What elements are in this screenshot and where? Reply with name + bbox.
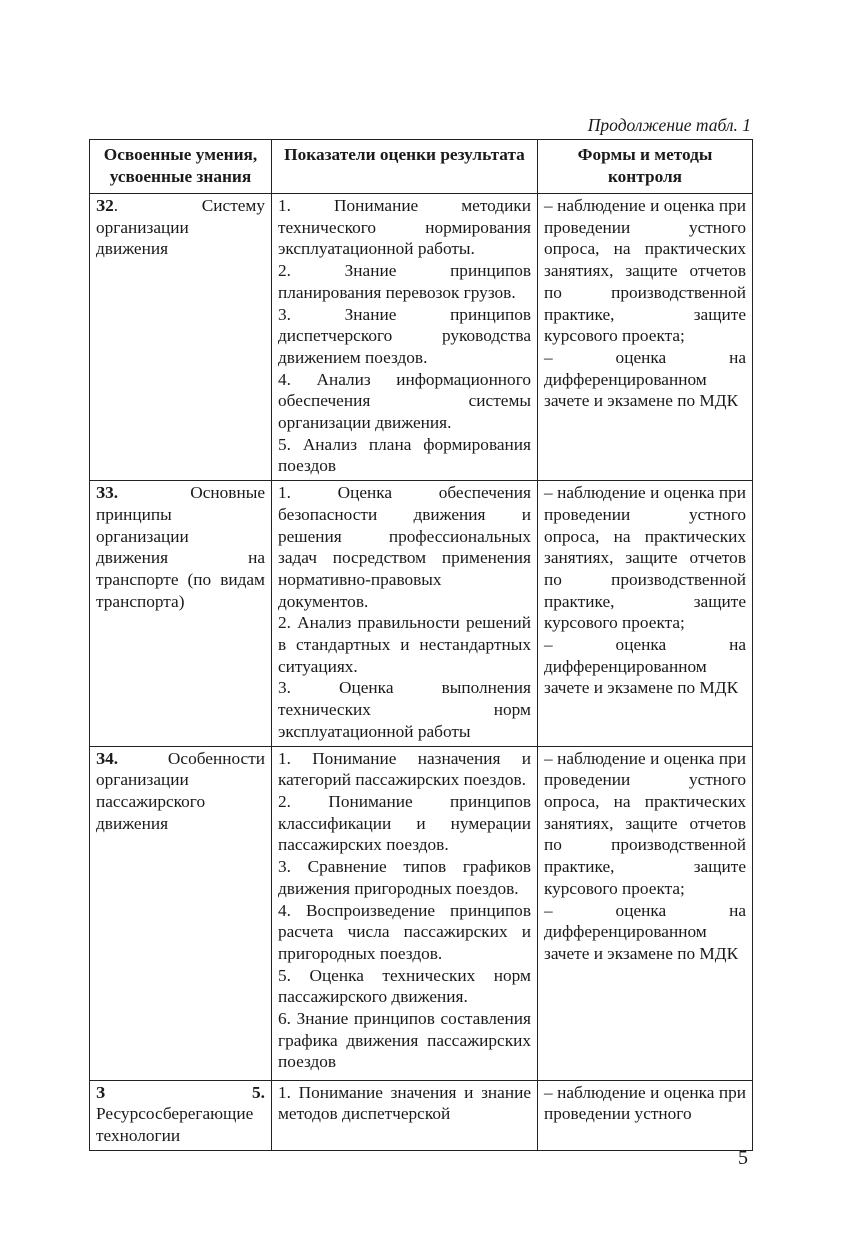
table-row xyxy=(90,481,753,746)
skill-code: З 5. xyxy=(96,1082,265,1102)
method-item: – наблюдение и оценка при проведении устного опроса, на практических занятиях, защите отчетов по производственной практике, защите курсового проекта; xyxy=(544,483,746,633)
method-item: – наблюдение и оценка при проведении устного xyxy=(544,1082,746,1124)
indicators-cell xyxy=(272,746,538,1080)
indicator-item: 3. Оценка выполнения технических норм эксплуатационной работы xyxy=(278,678,531,741)
skill-text: Основные принципы организации движения на транспорте (по видам транспорта) xyxy=(96,483,265,611)
page-number: 5 xyxy=(738,1147,748,1169)
indicator-item: 4. Анализ информационного обеспечения системы организации движения. xyxy=(278,369,531,433)
skill-cell xyxy=(90,481,272,746)
methods-cell xyxy=(538,194,753,481)
method-item: – наблюдение и оценка при проведении устного опроса, на практических занятиях, защите отчетов по производственной практике, защите курсового проекта; xyxy=(544,748,746,898)
skill-cell xyxy=(90,1080,272,1150)
header-skills: Освоенные умения, усвоенные знания xyxy=(90,140,272,194)
method-item: – оценка на дифференцированном зачете и экзамене по МДК xyxy=(544,635,746,698)
skill-text: . Систему организации движения xyxy=(96,196,265,259)
skill-text: Особенности организации пассажирского движения xyxy=(96,748,265,833)
table-header-row xyxy=(90,140,753,194)
table-row xyxy=(90,194,753,481)
assessment-table xyxy=(89,139,753,1151)
table-row xyxy=(90,1080,753,1150)
indicator-item: 4. Воспроизведение принципов расчета числа пассажирских и пригородных поездов. xyxy=(278,900,531,963)
table-continuation-caption: Продолжение табл. 1 xyxy=(587,115,751,135)
indicator-item: 3. Сравнение типов графиков движения пригородных поездов. xyxy=(278,857,531,898)
indicator-item: 6. Знание принципов составления графика движения пассажирских поездов xyxy=(278,1009,531,1072)
skill-code: З2 xyxy=(96,196,114,215)
indicators-cell xyxy=(272,194,538,481)
skill-code: З4. xyxy=(96,748,119,768)
indicator-item: 2. Понимание принципов классификации и нумерации пассажирских поездов. xyxy=(278,791,531,855)
method-item: – оценка на дифференцированном зачете и экзамене по МДК xyxy=(544,900,746,963)
indicator-item: 5. Оценка технических норм пассажирского движения. xyxy=(278,965,531,1007)
indicator-item: 1. Понимание методики технического нормирования эксплуатационной работы. xyxy=(278,196,531,259)
method-item: – наблюдение и оценка при проведении устного опроса, на практических занятиях, защите отчетов по производственной практике, защите курсового проекта; xyxy=(544,196,746,346)
header-methods: Формы и методы контроля xyxy=(538,140,753,194)
indicators-cell xyxy=(272,481,538,746)
indicator-item: 5. Анализ плана формирования поездов xyxy=(278,434,531,476)
skill-code: З3. xyxy=(96,483,119,503)
skill-cell xyxy=(90,746,272,1080)
table-row xyxy=(90,746,753,1080)
method-item: – оценка на дифференцированном зачете и экзамене по МДК xyxy=(544,347,746,411)
skill-cell xyxy=(90,194,272,481)
indicators-cell xyxy=(272,1080,538,1150)
indicator-item: 1. Оценка обеспечения безопасности движения и решения профессиональных задач посредством применения нормативно-правовых документов. xyxy=(278,483,531,611)
indicator-item: 1. Понимание значения и знание методов диспетчерской xyxy=(278,1082,531,1124)
methods-cell xyxy=(538,746,753,1080)
methods-cell xyxy=(538,481,753,746)
indicator-item: 1. Понимание назначения и категорий пассажирских поездов. xyxy=(278,748,531,790)
methods-cell xyxy=(538,1080,753,1150)
skill-text: Ресурсосберегающие технологии xyxy=(96,1104,254,1145)
header-indicators: Показатели оценки результата xyxy=(272,140,538,194)
indicator-item: 3. Знание принципов диспетчерского руководства движением поездов. xyxy=(278,304,531,367)
indicator-item: 2. Знание принципов планирования перевозок грузов. xyxy=(278,261,531,302)
indicator-item: 2. Анализ правильности решений в стандартных и нестандартных ситуациях. xyxy=(278,613,531,676)
